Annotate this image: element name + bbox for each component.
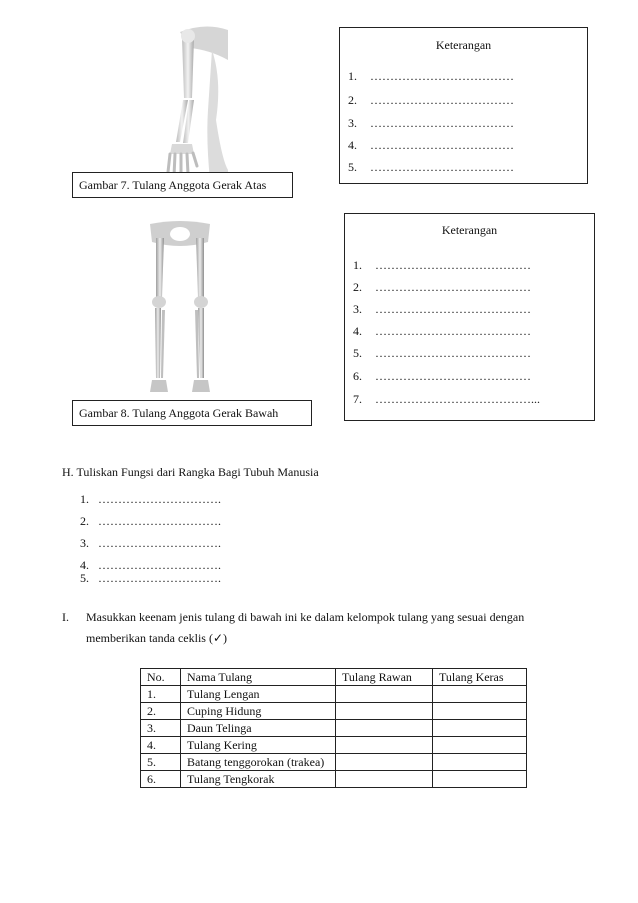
tulang-keras-checkbox-cell[interactable] bbox=[433, 754, 527, 771]
col-header-tulang-keras: Tulang Keras bbox=[433, 669, 527, 686]
figure-8-caption: Gambar 8. Tulang Anggota Gerak Bawah bbox=[72, 400, 312, 426]
keterangan-item bbox=[353, 392, 540, 407]
figure-7-caption: Gambar 7. Tulang Anggota Gerak Atas bbox=[72, 172, 293, 198]
keterangan-item bbox=[353, 369, 531, 384]
item-number: 2. bbox=[353, 280, 362, 294]
section-i-instruction-line-1: Masukkan keenam jenis tulang di bawah ini ke dalam kelompok tulang yang sesuai dengan bbox=[86, 610, 525, 624]
tulang-keras-checkbox-cell[interactable] bbox=[433, 737, 527, 754]
tulang-rawan-checkbox-cell[interactable] bbox=[336, 754, 433, 771]
tulang-keras-checkbox-cell[interactable] bbox=[433, 686, 527, 703]
table-row bbox=[141, 686, 527, 703]
tulang-rawan-checkbox-cell[interactable] bbox=[336, 686, 433, 703]
table-row bbox=[141, 754, 527, 771]
item-number: 1. bbox=[353, 258, 362, 272]
tulang-rawan-checkbox-cell[interactable] bbox=[336, 771, 433, 788]
tulang-rawan-checkbox-cell[interactable] bbox=[336, 703, 433, 720]
tulang-keras-checkbox-cell[interactable] bbox=[433, 720, 527, 737]
answer-blank[interactable]: …………………………. bbox=[98, 514, 221, 528]
answer-blank[interactable]: ………………………………… bbox=[375, 346, 531, 360]
keterangan-item bbox=[348, 160, 514, 175]
answer-blank[interactable]: ………………………………… bbox=[375, 258, 531, 272]
answer-blank[interactable]: ……………………………… bbox=[370, 93, 514, 107]
bone-name: Tulang Tengkorak bbox=[181, 771, 336, 788]
item-number: 3. bbox=[348, 116, 357, 130]
table-row bbox=[141, 703, 527, 720]
answer-blank[interactable]: ……………………………… bbox=[370, 160, 514, 174]
section-i-instruction-line-2: memberikan tanda ceklis (✓) bbox=[86, 631, 227, 645]
answer-blank[interactable]: ……………………………… bbox=[370, 116, 514, 130]
function-item bbox=[80, 536, 221, 551]
upper-limb-skeleton-image bbox=[150, 20, 230, 180]
tulang-keras-checkbox-cell[interactable] bbox=[433, 771, 527, 788]
item-number: 7. bbox=[353, 392, 362, 406]
answer-blank[interactable]: ………………………………… bbox=[375, 369, 531, 383]
tulang-rawan-checkbox-cell[interactable] bbox=[336, 720, 433, 737]
answer-blank[interactable]: …………………………. bbox=[98, 558, 221, 572]
function-item bbox=[80, 492, 221, 507]
bone-classification-table bbox=[140, 668, 527, 788]
leg-bones-icon bbox=[140, 220, 220, 402]
table-header-row bbox=[141, 669, 527, 686]
answer-blank[interactable]: ……………………………… bbox=[370, 69, 514, 83]
keterangan-item bbox=[348, 69, 514, 84]
keterangan-item bbox=[353, 324, 531, 339]
item-number: 1. bbox=[348, 69, 357, 83]
table-row bbox=[141, 720, 527, 737]
tulang-keras-checkbox-cell[interactable] bbox=[433, 703, 527, 720]
col-header-nama-tulang: Nama Tulang bbox=[181, 669, 336, 686]
row-number: 4. bbox=[141, 737, 181, 754]
row-number: 6. bbox=[141, 771, 181, 788]
col-header-tulang-rawan: Tulang Rawan bbox=[336, 669, 433, 686]
tulang-rawan-checkbox-cell[interactable] bbox=[336, 737, 433, 754]
bone-name: Tulang Kering bbox=[181, 737, 336, 754]
function-item bbox=[80, 571, 221, 586]
item-number: 3. bbox=[353, 302, 362, 316]
item-number: 5. bbox=[348, 160, 357, 174]
item-number: 4. bbox=[348, 138, 357, 152]
section-h-heading: H. Tuliskan Fungsi dari Rangka Bagi Tubuh Manusia bbox=[62, 465, 319, 479]
item-number: 4. bbox=[353, 324, 362, 338]
arm-bones-icon bbox=[150, 20, 230, 180]
keterangan-item bbox=[348, 93, 514, 108]
function-item bbox=[80, 514, 221, 529]
table-row bbox=[141, 771, 527, 788]
bone-name: Daun Telinga bbox=[181, 720, 336, 737]
keterangan-item bbox=[353, 258, 531, 273]
row-number: 2. bbox=[141, 703, 181, 720]
answer-blank[interactable]: …………………………. bbox=[98, 536, 221, 550]
keterangan-title: Keterangan bbox=[435, 38, 492, 52]
keterangan-item bbox=[353, 280, 531, 295]
row-number: 1. bbox=[141, 686, 181, 703]
keterangan-item bbox=[348, 138, 514, 153]
row-number: 3. bbox=[141, 720, 181, 737]
keterangan-item bbox=[353, 346, 531, 361]
answer-blank[interactable]: ………………………………… bbox=[375, 302, 531, 316]
keterangan-title: Keterangan bbox=[441, 223, 498, 237]
keterangan-item bbox=[348, 116, 514, 131]
item-number: 6. bbox=[353, 369, 362, 383]
keterangan-box-1 bbox=[339, 27, 588, 184]
lower-limb-skeleton-image bbox=[140, 220, 220, 402]
keterangan-item bbox=[353, 302, 531, 317]
answer-blank[interactable]: ……………………………… bbox=[370, 138, 514, 152]
item-number: 4. bbox=[80, 558, 89, 572]
bone-name: Batang tenggorokan (trakea) bbox=[181, 754, 336, 771]
row-number: 5. bbox=[141, 754, 181, 771]
keterangan-box-2 bbox=[344, 213, 595, 421]
answer-blank[interactable]: ………………………………… bbox=[375, 324, 531, 338]
item-number: 2. bbox=[348, 93, 357, 107]
answer-blank[interactable]: …………………………………... bbox=[375, 392, 540, 406]
item-number: 5. bbox=[353, 346, 362, 360]
bone-name: Cuping Hidung bbox=[181, 703, 336, 720]
answer-blank[interactable]: …………………………. bbox=[98, 571, 221, 585]
section-i-label: I. bbox=[62, 610, 69, 624]
table-row bbox=[141, 737, 527, 754]
item-number: 1. bbox=[80, 492, 89, 506]
bone-name: Tulang Lengan bbox=[181, 686, 336, 703]
item-number: 2. bbox=[80, 514, 89, 528]
col-header-no: No. bbox=[141, 669, 181, 686]
answer-blank[interactable]: ………………………………… bbox=[375, 280, 531, 294]
answer-blank[interactable]: …………………………. bbox=[98, 492, 221, 506]
item-number: 5. bbox=[80, 571, 89, 585]
item-number: 3. bbox=[80, 536, 89, 550]
